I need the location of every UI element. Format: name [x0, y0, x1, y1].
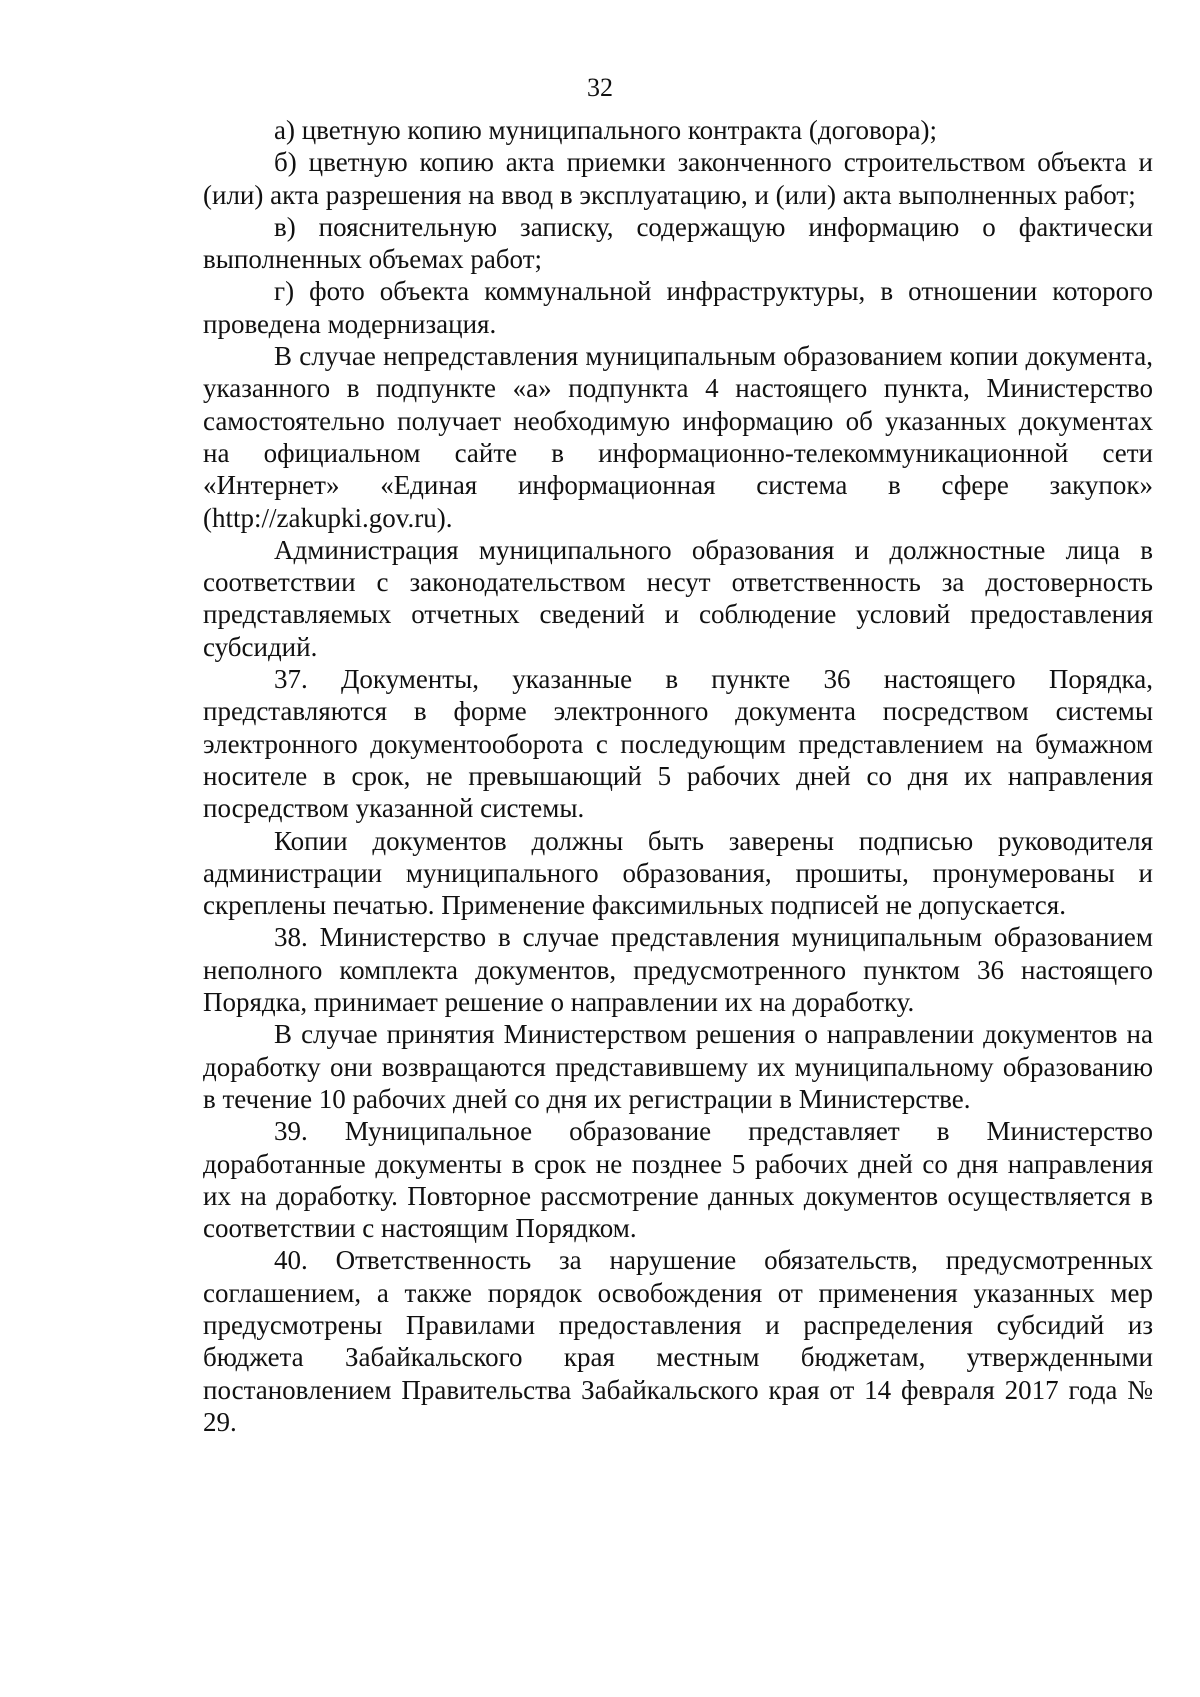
- paragraph-item-a: а) цветную копию муниципального контракта (договора);: [274, 115, 938, 145]
- paragraph-38: 38. Министерство в случае представления муниципальным образованием неполного комплекта документов, предусмотренного пунктом 36 настоящего Порядка, принимает решение о направлении их на доработку.: [203, 922, 1153, 1018]
- document-body: [203, 114, 1153, 1438]
- paragraph-37: 37. Документы, указанные в пункте 36 настоящего Порядка, представляются в форме электронного документа посредством системы электронного документооборота с последующим представлением на бумажном носителе в срок, не превышающий 5 рабочих дней со дня их направления посредством указанной системы.: [203, 664, 1153, 824]
- paragraph-item-v: в) пояснительную записку, содержащую информацию о фактически выполненных объемах работ;: [203, 211, 1153, 275]
- paragraph-item-g: г) фото объекта коммунальной инфраструктуры, в отношении которого проведена модернизация.: [203, 276, 1153, 339]
- paragraph-40: 40. Ответственность за нарушение обязательств, предусмотренных соглашением, а также порядок освобождения от применения указанных мер предусмотрены Правилами предоставления и распределения субсидий из бюджета Забайкальского края местным бюджетам, утвержденными постановлением Правительства Забайкальского края от 14 февраля 2017 года № 29.: [203, 1245, 1153, 1437]
- paragraph-nonsubmission: В случае непредставления муниципальным образованием копии документа, указанного в подпункте «а» подпункта 4 настоящего пункта, Министерство самостоятельно получает необходимую информацию об указанных документах на официальном сайте в информационно-телекоммуникационной сети «Интернет» «Единая информационная система в сфере закупок» (http://zakupki.gov.ru).: [203, 341, 1153, 533]
- paragraph-39: 39. Муниципальное образование представляет в Министерство доработанные документы в срок не позднее 5 рабочих дней со дня направления их на доработку. Повторное рассмотрение данных документов осуществляется в соответствии с настоящим Порядком.: [203, 1116, 1153, 1244]
- page-number: 32: [587, 73, 613, 102]
- paragraph-copies: Копии документов должны быть заверены подписью руководителя администрации муниципального образования, прошиты, пронумерованы и скреплены печатью. Применение факсимильных подписей не допускается.: [203, 825, 1153, 921]
- paragraph-return: В случае принятия Министерством решения о направлении документов на доработку они возвращаются представившему их муниципальному образованию в течение 10 рабочих дней со дня их регистрации в Министерстве.: [203, 1019, 1153, 1114]
- paragraph-item-b: б) цветную копию акта приемки законченного строительством объекта и (или) акта разрешения на ввод в эксплуатацию, и (или) акта выполненных работ;: [203, 147, 1153, 210]
- paragraph-responsibility: Администрация муниципального образования и должностные лица в соответствии с законодательством несут ответственность за достоверность представляемых отчетных сведений и соблюдение условий предоставления субсидий.: [203, 534, 1153, 662]
